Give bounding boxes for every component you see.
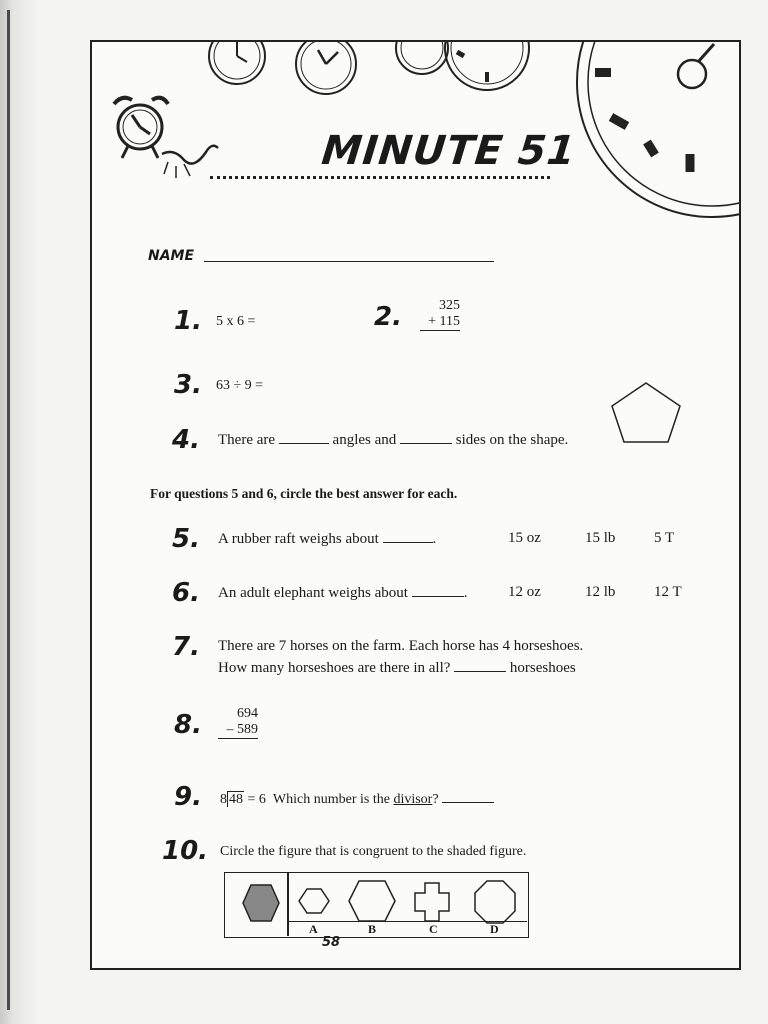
instruction-text: For questions 5 and 6, circle the best answer for each. [150,486,458,501]
question-7-line-2 [218,659,576,677]
question-7-number: 7. [172,632,200,662]
q5-period: . [432,531,437,547]
q4-part2: angles and [332,432,397,448]
subtrahend: – 589 [218,722,258,739]
question-3-number: 3. [174,370,202,400]
question-6-text [218,584,467,602]
question-2-number: 2. [374,302,402,332]
q7-prompt: How many horseshoes are there in all? [218,660,451,676]
figure-c-label[interactable]: C [429,922,438,936]
shaded-hexagon-figure [243,885,279,921]
small-clock-icon-1 [209,42,265,84]
question-6-number: 6. [172,578,200,608]
question-8-subtraction [218,706,258,739]
small-clock-icon-4 [445,42,529,90]
q9-prompt: Which number is the [272,792,390,807]
q4-part3: sides on the shape. [455,432,569,448]
question-10-number: 10. [162,836,209,866]
question-4-text [218,431,568,449]
q6-period: . [463,585,468,601]
q4-part1: There are [218,432,276,448]
q5-blank[interactable] [383,530,433,543]
q7-blank[interactable] [454,659,506,672]
scan-edge [0,0,40,1024]
figure-d-label[interactable]: D [490,922,499,936]
q7-unit: horseshoes [509,660,576,676]
page-title: MINUTE 51 [319,128,579,174]
q6-choice-b[interactable]: 12 lb [585,584,616,600]
question-4-number: 4. [172,425,200,455]
figure-c-cross [415,883,449,921]
figure-a-label[interactable]: A [309,922,318,936]
question-9-number: 9. [174,782,202,812]
division-bracket: 48 [229,792,243,807]
q5-choice-c[interactable]: 5 T [654,530,675,546]
question-1-number: 1. [174,306,202,336]
minuend: 694 [237,706,258,721]
name-answer-line[interactable] [204,261,494,262]
question-7-line-1: There are 7 horses on the farm. Each horse has 4 horseshoes. [218,638,584,654]
figure-b-label[interactable]: B [368,922,377,936]
title-dotted-rule [210,176,550,179]
sides-answer-blank[interactable] [400,431,452,444]
angles-answer-blank[interactable] [279,431,329,444]
addend-bottom: + 115 [420,314,460,331]
large-clock-icon [577,42,741,217]
pentagon-shape [608,380,684,446]
q9-keyword: divisor [393,792,433,807]
q9-blank[interactable] [442,790,494,803]
division-result: = 6 [247,792,266,807]
q6-prompt: An adult elephant weighs about [218,585,408,601]
figure-b-hexagon [349,881,395,921]
question-2-addition [420,298,460,331]
q6-blank[interactable] [412,584,464,597]
question-5-text [218,530,436,548]
alarm-clock-icon [114,98,218,178]
q6-choice-c[interactable]: 12 T [654,584,682,600]
q5-choice-b[interactable]: 15 lb [585,530,616,546]
small-clock-icon-3 [396,42,448,74]
question-3-text: 63 ÷ 9 = [216,378,264,393]
q5-prompt: A rubber raft weighs about [218,531,379,547]
q5-choice-a[interactable]: 15 oz [508,530,541,546]
addend-top: 325 [439,298,460,313]
q6-choice-a[interactable]: 12 oz [508,584,541,600]
q9-question-mark: ? [432,792,439,807]
figure-d-octagon [475,881,515,923]
small-clock-icon-2 [296,42,356,94]
question-10-text: Circle the figure that is congruent to the shaded figure. [220,844,527,859]
question-9-text [220,790,494,808]
binding-line [7,10,10,1010]
question-8-number: 8. [174,710,202,740]
congruent-figures-box [224,872,529,938]
question-1-text: 5 x 6 = [216,314,256,329]
worksheet-page [90,40,741,970]
divisor-value: 8 [220,792,227,807]
name-label: NAME [148,248,195,264]
figure-a-hexagon [299,889,329,913]
page-number: 58 [322,935,341,950]
question-5-number: 5. [172,524,200,554]
